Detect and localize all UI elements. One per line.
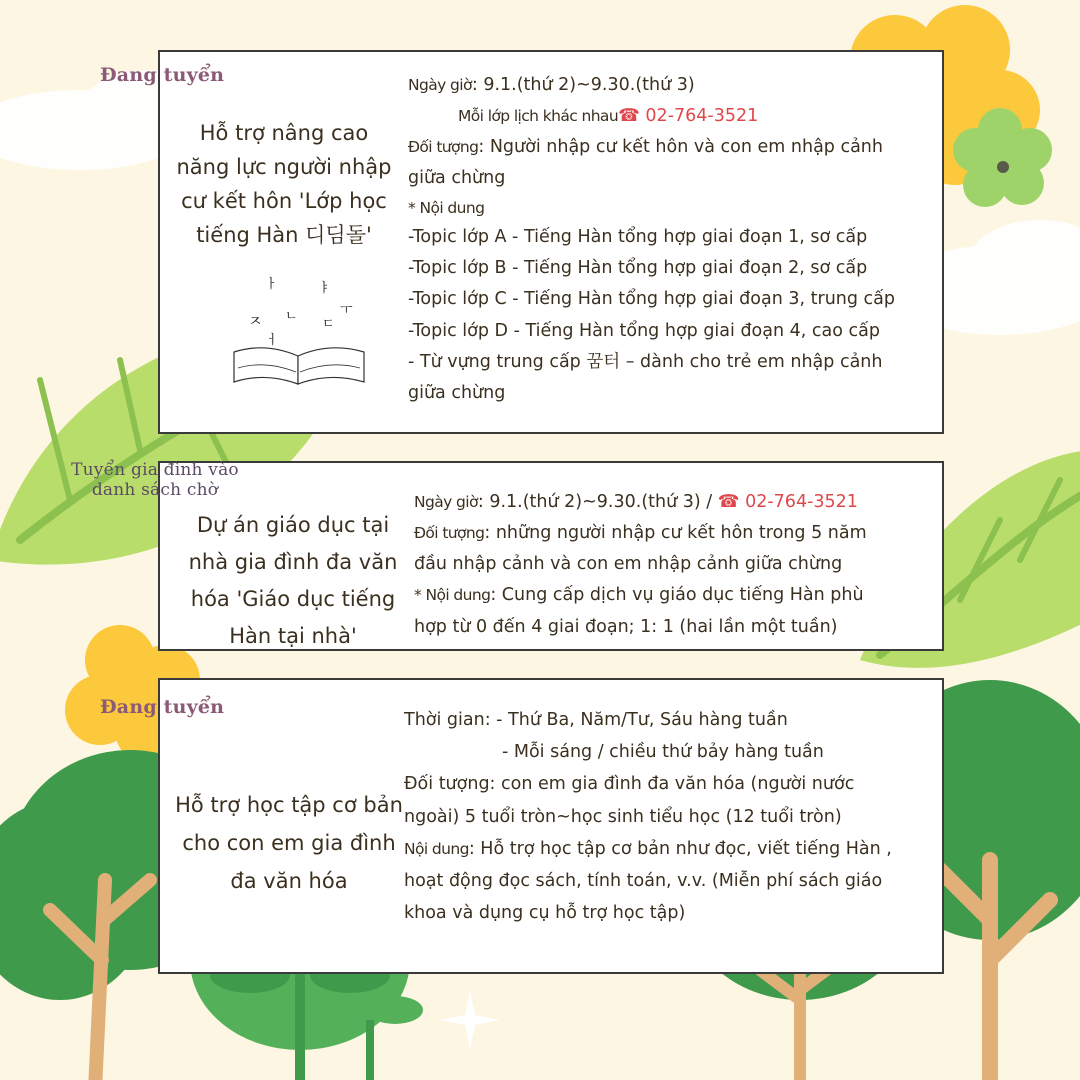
letter: ㅏ [265,277,278,292]
content-item: -Topic lớp A - Tiếng Hàn tổng hợp giai đoạn 1, sơ cấp [408,227,868,248]
content-label: * Nội dung [414,586,491,605]
date-row [414,487,867,518]
content-row-cont: hợp từ 0 đến 4 giai đoạn; 1: 1 (hai lần một tuần) [414,616,838,637]
program-details [414,487,867,643]
program-title [168,507,418,655]
target-row [408,132,895,163]
date-label: Ngày giờ [414,493,478,511]
target-row-cont: đầu nhập cảnh và con em nhập cảnh giữa chừng [414,554,843,575]
content-row [404,833,892,865]
recruiting-status: Đang tuyển [100,64,225,86]
phone-number[interactable]: ☎ 02-764-3521 [618,106,759,127]
date-value: : 9.1.(thứ 2)~9.30.(thứ 3) [471,75,695,95]
schedule-row [408,101,895,132]
content-label: Nội dung [404,839,469,858]
target-row-cont: giữa chừng [408,168,506,189]
content-item: -Topic lớp B - Tiếng Hàn tổng hợp giai đoạn 2, sơ cấp [408,258,868,279]
target-value: : những người nhập cư kết hôn trong 5 năm [484,523,867,544]
title-line: nhà gia đình đa văn [188,549,398,574]
title-line: cư kết hôn 'Lớp học [181,189,387,214]
title-line: đa văn hóa [230,869,348,894]
program-title [164,116,404,252]
letter: ㅑ [318,281,331,296]
title-line: tiếng Hàn 디딤돌' [196,223,372,248]
program-card-home-education [158,461,944,651]
waitlist-status [60,460,250,501]
recruiting-status: Đang tuyển [100,696,225,718]
content-row-cont: hoạt động đọc sách, tính toán, v.v. (Miễn phí sách giáo [404,870,883,891]
book-icon [230,272,370,392]
program-details [404,704,892,929]
title-line: năng lực người nhập [176,155,392,180]
program-details [408,70,895,409]
letter: ㅓ [266,333,279,348]
content-row [414,580,867,611]
program-card-learning-support [158,678,944,974]
sparkle-icon [440,990,500,1050]
target-row: Đối tượng: con em gia đình đa văn hóa (người nước [404,774,855,795]
content-value: : Cung cấp dịch vụ giáo dục tiếng Hàn phù [490,585,864,606]
title-line: Hỗ trợ nâng cao [199,121,369,145]
program-title [164,786,414,901]
date-row [408,70,895,101]
phone-number[interactable]: ☎ 02-764-3521 [717,492,858,512]
content-item: -Topic lớp D - Tiếng Hàn tổng hợp giai đoạn 4, cao cấp [408,320,880,341]
schedule-note: Mỗi lớp lịch khác nhau [458,107,619,126]
title-line: Dự án giáo dục tại [196,513,390,537]
target-row [414,518,867,549]
target-value: : Người nhập cư kết hôn và con em nhập cảnh [478,137,883,158]
letter: ㄴ [285,309,298,324]
title-line: hóa 'Giáo dục tiếng [190,586,396,611]
content-item: - Từ vựng trung cấp 꿈터 – dành cho trẻ em nhập cảnh [408,351,883,372]
content-label: * Nội dung [408,198,485,217]
status-line: danh sách chờ [91,480,219,501]
content-item: giữa chừng [408,382,506,403]
status-line: Tuyển gia đình vào [71,460,239,480]
letter: ㅜ [340,303,353,318]
title-line: Hàn tại nhà' [229,623,357,648]
time-row: Thời gian: - Thứ Ba, Năm/Tư, Sáu hàng tuần [404,710,788,730]
content-row-cont: khoa và dụng cụ hỗ trợ học tập) [404,903,686,924]
content-item: -Topic lớp C - Tiếng Hàn tổng hợp giai đoạn 3, trung cấp [408,289,896,310]
time-row-cont: - Mỗi sáng / chiều thứ bảy hàng tuần [502,742,824,763]
date-label: Ngày giờ [408,76,472,94]
target-label: Đối tượng [414,524,485,543]
target-label: Đối tượng [408,138,479,157]
content-value: : Hỗ trợ học tập cơ bản như đọc, viết tiếng Hàn , [468,838,892,859]
letter: ㄷ [322,317,335,332]
title-line: Hỗ trợ học tập cơ bản [175,793,403,817]
title-line: cho con em gia đình [182,831,396,856]
date-value: : 9.1.(thứ 2)~9.30.(thứ 3) / [477,492,718,512]
program-card-korean-class [158,50,944,434]
target-row-cont: ngoài) 5 tuổi tròn~học sinh tiểu học (12 tuổi tròn) [404,806,842,827]
letter: ㅈ [248,312,263,330]
